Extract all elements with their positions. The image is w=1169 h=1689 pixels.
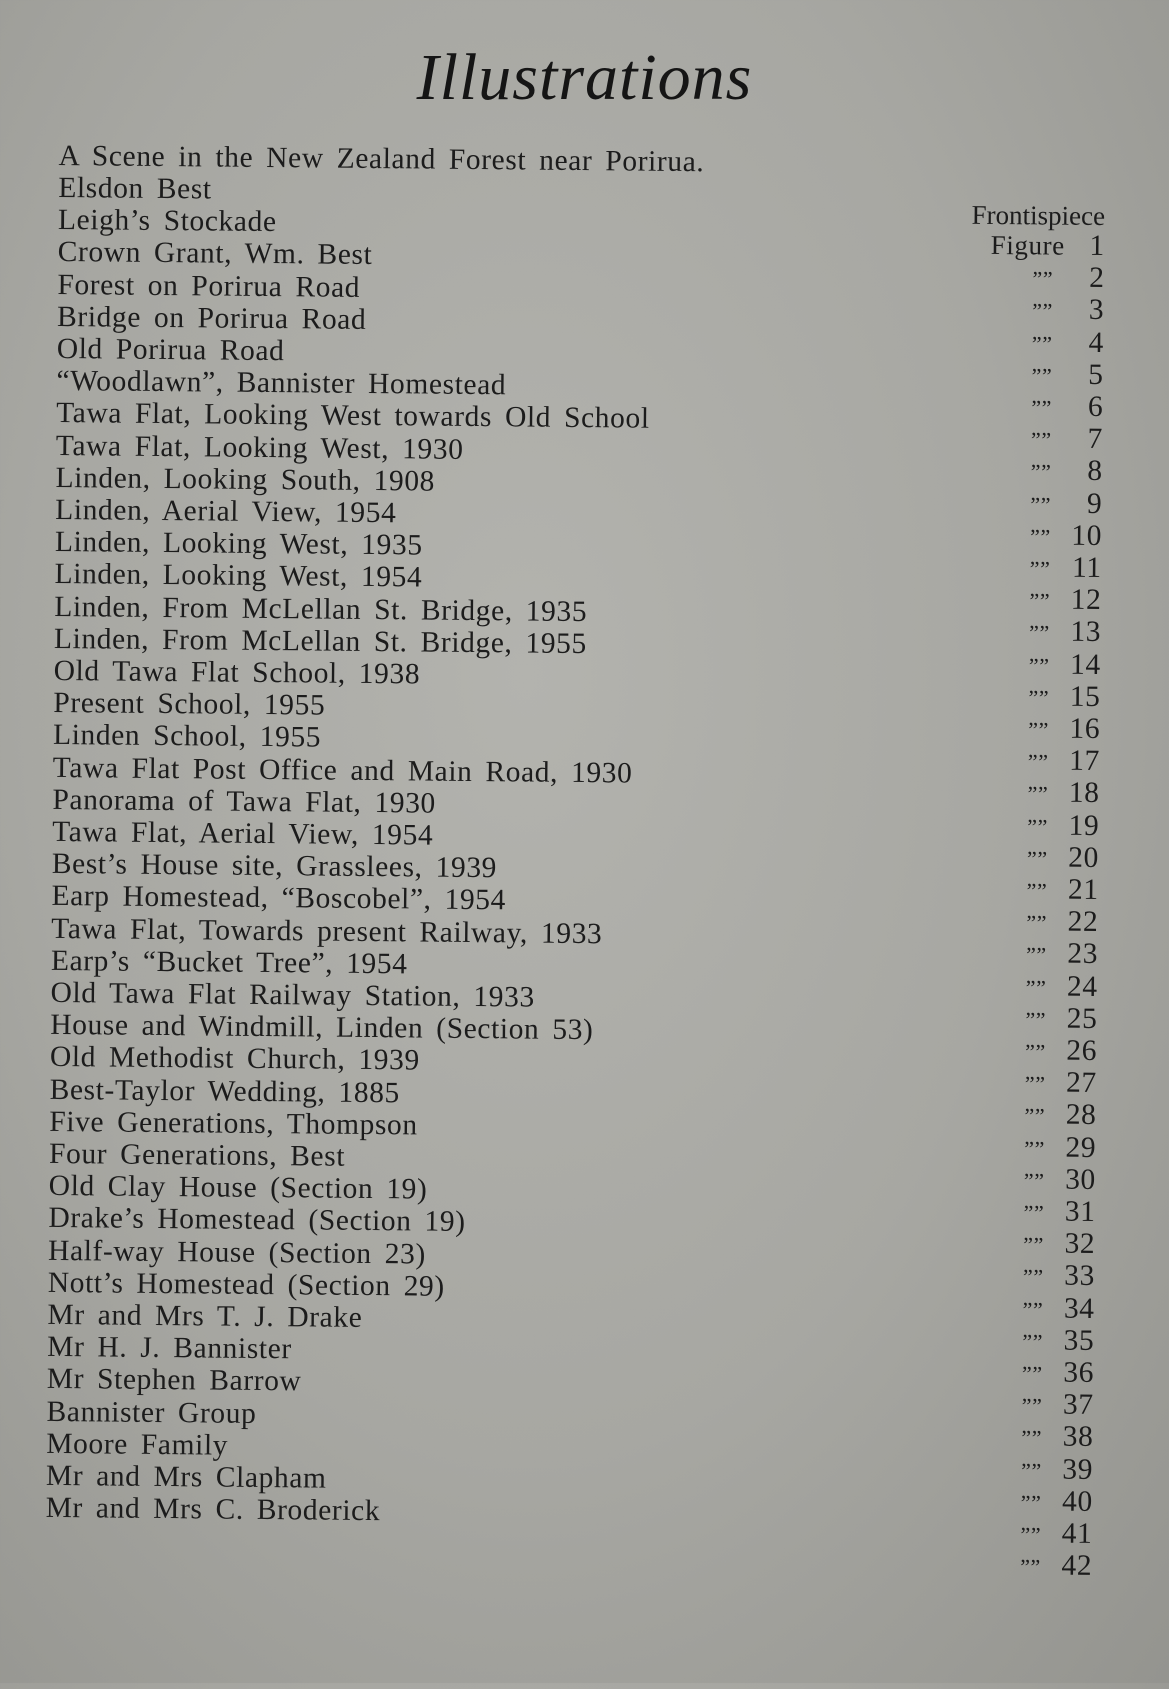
- figure-value: 30: [1065, 1163, 1097, 1196]
- ditto-mark: ””: [1022, 1329, 1044, 1355]
- caption: Old Clay House (Section 19): [48, 1170, 428, 1206]
- ditto-mark: ””: [1024, 1039, 1046, 1065]
- figure-value: 12: [1070, 583, 1102, 617]
- caption: Linden, From McLellan St. Bridge, 1955: [53, 622, 587, 660]
- figure-value: 39: [1062, 1453, 1094, 1486]
- ditto-mark: ””: [1032, 266, 1054, 292]
- caption: Crown Grant, Wm. Best: [57, 236, 373, 272]
- caption: Old Tawa Flat School, 1938: [53, 654, 421, 691]
- figure-value: 2: [1089, 262, 1105, 295]
- caption: Linden, From McLellan St. Bridge, 1935: [54, 590, 588, 628]
- ditto-mark: ””: [1030, 491, 1052, 518]
- caption: Mr Stephen Barrow: [46, 1363, 302, 1398]
- figure-value: 35: [1063, 1324, 1095, 1357]
- caption: Bridge on Porirua Road: [56, 300, 367, 336]
- caption: Earp Homestead, “Boscobel”, 1954: [51, 880, 507, 917]
- caption: Drake’s Homestead (Section 19): [48, 1202, 466, 1239]
- ditto-mark: ””: [1024, 1135, 1046, 1162]
- ditto-mark: ””: [1031, 363, 1053, 389]
- caption: Moore Family: [46, 1427, 229, 1462]
- figure-value: 13: [1070, 616, 1102, 649]
- ditto-mark: ””: [1029, 524, 1051, 550]
- figure-value: 27: [1065, 1066, 1097, 1100]
- ditto-mark: ””: [1028, 717, 1050, 743]
- caption: House and Windmill, Linden (Section 53): [50, 1009, 594, 1047]
- caption: “Woodlawn”, Bannister Homestead: [56, 365, 507, 402]
- caption: Tawa Flat, Aerial View, 1954: [51, 815, 434, 852]
- figure-value: 23: [1067, 938, 1099, 971]
- figure-value: 22: [1067, 905, 1099, 939]
- ditto-mark: ””: [1028, 620, 1050, 646]
- caption: Panorama of Tawa Flat, 1930: [52, 783, 437, 820]
- figure-value: 10: [1071, 519, 1103, 552]
- caption: Mr and Mrs T. J. Drake: [47, 1298, 363, 1334]
- figure-value: 1: [1089, 229, 1105, 263]
- frontispiece-label: Frontispiece: [971, 199, 1106, 232]
- ditto-mark: ””: [1026, 910, 1048, 936]
- caption: Earp’s “Bucket Tree”, 1954: [50, 944, 408, 981]
- ditto-mark: ””: [1026, 878, 1048, 904]
- ditto-mark: ””: [1029, 588, 1051, 614]
- ditto-mark: ””: [1022, 1296, 1044, 1323]
- ditto-mark: ””: [1023, 1200, 1045, 1226]
- caption: Linden, Looking South, 1908: [55, 461, 436, 498]
- page-title: Illustrations: [416, 41, 753, 114]
- figure-value: 29: [1065, 1131, 1097, 1164]
- ditto-mark: ””: [1028, 652, 1050, 679]
- ditto-mark: ””: [1024, 1071, 1046, 1097]
- figure-value: 16: [1069, 712, 1101, 745]
- figure-value: 33: [1064, 1260, 1096, 1293]
- figure-value: 9: [1086, 487, 1103, 520]
- figure-value: 7: [1087, 423, 1104, 456]
- figure-value: 24: [1066, 970, 1098, 1003]
- caption: Tawa Flat, Looking West towards Old School: [56, 397, 650, 436]
- caption: Nott’s Homestead (Section 29): [47, 1266, 445, 1303]
- figure-value: 42: [1061, 1549, 1093, 1583]
- figure-number: [1020, 1549, 1092, 1583]
- caption: Mr H. J. Bannister: [47, 1331, 292, 1366]
- caption: Linden, Aerial View, 1954: [55, 493, 397, 530]
- ditto-mark: ””: [1021, 1361, 1043, 1387]
- ditto-mark: ””: [1030, 427, 1052, 453]
- ditto-mark: ””: [1032, 298, 1054, 324]
- figure-value: 37: [1062, 1388, 1094, 1422]
- ditto-mark: ””: [1020, 1457, 1042, 1484]
- caption: Mr and Mrs C. Broderick: [45, 1492, 381, 1528]
- ditto-mark: ””: [1020, 1554, 1041, 1580]
- ditto-mark: ””: [1023, 1168, 1045, 1194]
- caption: Leigh’s Stockade: [57, 204, 277, 239]
- caption: Best-Taylor Wedding, 1885: [49, 1073, 401, 1109]
- ditto-mark: ””: [1020, 1490, 1042, 1516]
- caption: Tawa Flat Post Office and Main Road, 1930: [52, 751, 633, 790]
- figure-value: 14: [1069, 648, 1101, 681]
- ditto-mark: ””: [1026, 846, 1048, 872]
- figure-value: 5: [1088, 358, 1104, 391]
- caption: Bannister Group: [46, 1395, 257, 1430]
- figure-value: 32: [1064, 1227, 1096, 1261]
- ditto-mark: ””: [1031, 330, 1053, 357]
- ditto-mark: ””: [1027, 813, 1049, 840]
- ditto-mark: ””: [1024, 1103, 1046, 1129]
- ditto-mark: ””: [1030, 459, 1052, 485]
- figure-value: 28: [1065, 1099, 1097, 1132]
- figure-value: 6: [1087, 390, 1104, 424]
- ditto-mark: ””: [1025, 1007, 1047, 1033]
- ditto-mark: ””: [1025, 974, 1047, 1001]
- figure-value: 18: [1068, 777, 1100, 810]
- figure-value: 11: [1071, 551, 1102, 584]
- figure-value: 26: [1066, 1034, 1098, 1067]
- figure-value: 31: [1064, 1195, 1096, 1228]
- caption: Linden, Looking West, 1954: [54, 558, 423, 594]
- caption: Best’s House site, Grasslees, 1939: [51, 848, 498, 885]
- caption: Old Porirua Road: [56, 332, 285, 368]
- figure-value: 21: [1067, 873, 1099, 906]
- figure-value: 3: [1088, 294, 1105, 327]
- figure-value: 36: [1063, 1356, 1095, 1389]
- caption: Old Methodist Church, 1939: [49, 1041, 420, 1077]
- figure-value: 15: [1069, 680, 1101, 713]
- ditto-mark: ””: [1025, 942, 1047, 968]
- caption: Five Generations, Thompson: [49, 1105, 418, 1142]
- figure-value: 19: [1068, 809, 1100, 842]
- ditto-mark: ””: [1020, 1522, 1042, 1548]
- ditto-mark: ””: [1021, 1425, 1043, 1451]
- caption: Linden, Looking West, 1935: [54, 526, 423, 562]
- figure-value: 8: [1087, 455, 1103, 488]
- figure-value: 41: [1061, 1517, 1093, 1550]
- figure-value: 34: [1063, 1292, 1095, 1325]
- caption: Tawa Flat, Looking West, 1930: [55, 429, 464, 466]
- caption: Half-way House (Section 23): [47, 1234, 427, 1271]
- caption: Tawa Flat, Towards present Railway, 1933: [51, 912, 603, 950]
- ditto-mark: ””: [1027, 749, 1049, 775]
- figure-value: 25: [1066, 1002, 1098, 1035]
- ditto-mark: ””: [1022, 1264, 1044, 1290]
- figure-value: 38: [1062, 1421, 1094, 1454]
- caption: Linden School, 1955: [52, 719, 322, 754]
- caption: Present School, 1955: [53, 687, 326, 722]
- ditto-mark: ””: [1021, 1393, 1043, 1419]
- ditto-mark: ””: [1031, 395, 1053, 421]
- caption: Mr and Mrs Clapham: [45, 1459, 327, 1495]
- ditto-mark: ””: [1029, 556, 1051, 582]
- caption: Forest on Porirua Road: [57, 268, 361, 304]
- caption: Old Tawa Flat Railway Station, 1933: [50, 976, 535, 1014]
- ditto-mark: ””: [1028, 685, 1050, 711]
- figure-value: 17: [1069, 744, 1101, 778]
- ditto-mark: ””: [1027, 781, 1049, 807]
- figure-value: 20: [1068, 841, 1100, 874]
- figure-value: 4: [1088, 326, 1105, 359]
- caption: Four Generations, Best: [48, 1137, 346, 1173]
- caption: A Scene in the New Zealand Forest near Porirua.: [58, 139, 705, 179]
- figure-value: 40: [1061, 1485, 1093, 1518]
- caption: Elsdon Best: [58, 171, 212, 206]
- figure-word: Figure: [990, 229, 1065, 261]
- ditto-mark: ””: [1023, 1232, 1045, 1258]
